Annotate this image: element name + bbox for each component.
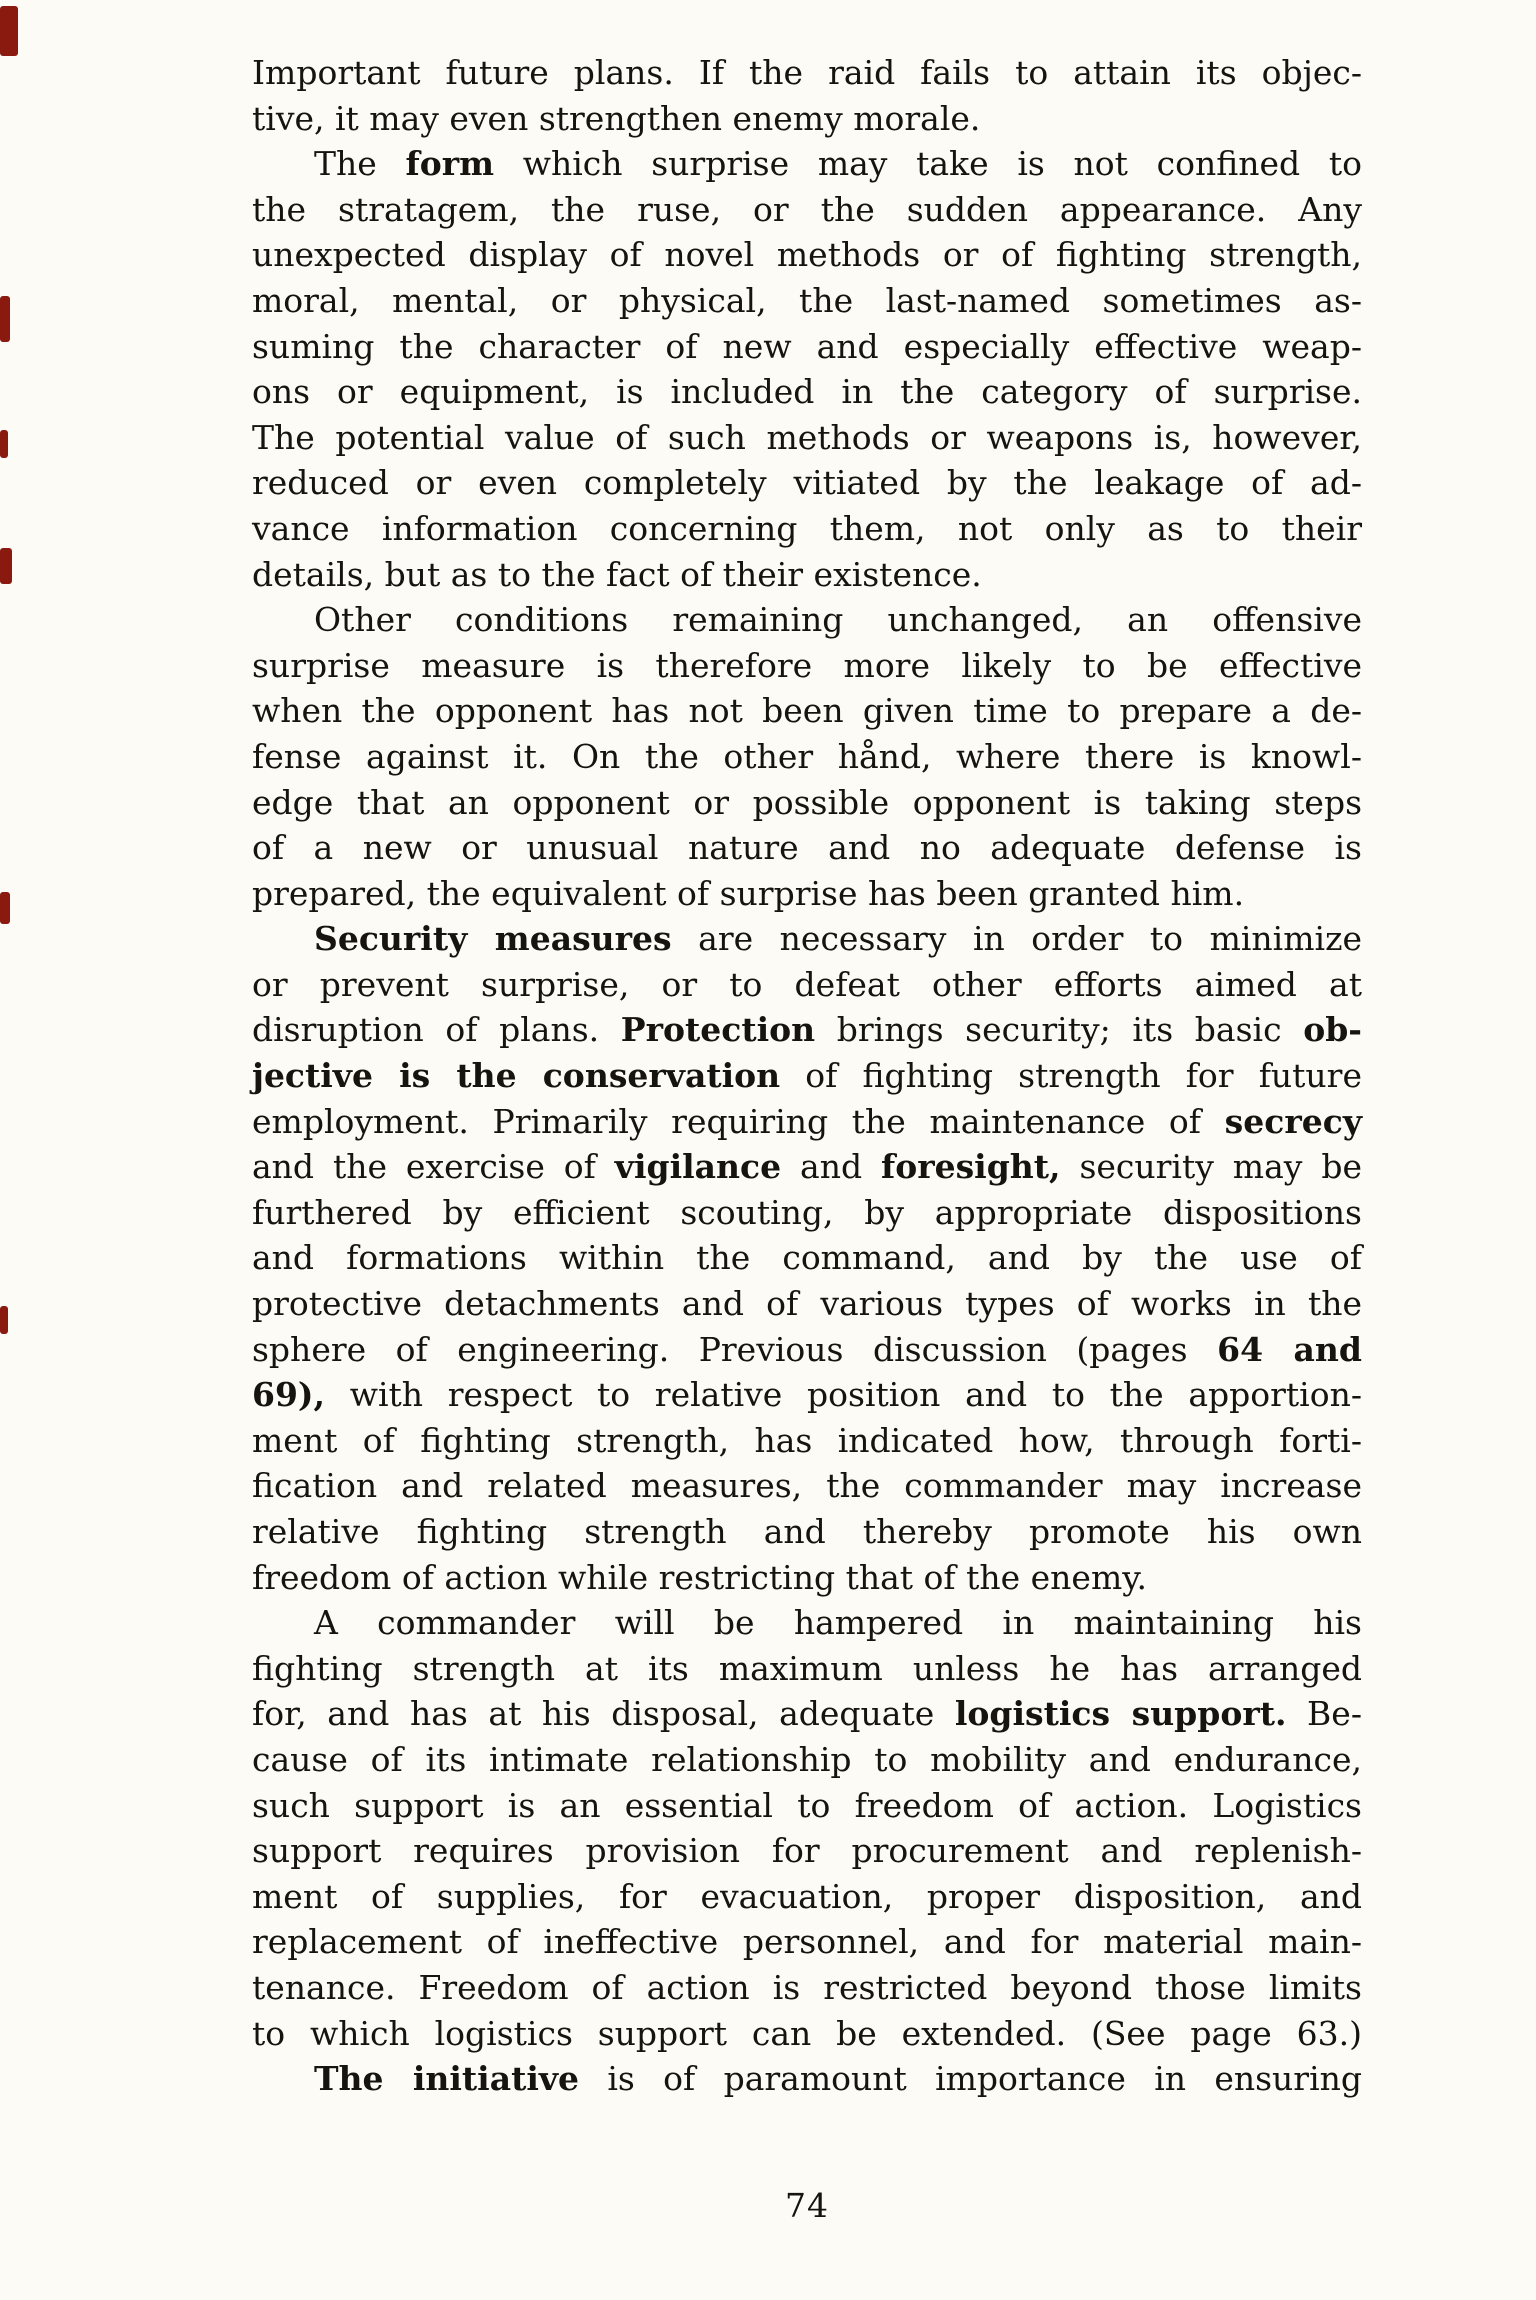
- text-line: [252, 825, 1362, 871]
- text-segment: with respect to relative position and to the apportion-: [325, 1375, 1362, 1415]
- text-line: [252, 1053, 1362, 1099]
- text-line: [252, 1099, 1362, 1145]
- bold-text-segment: ob-: [1303, 1010, 1362, 1050]
- page-number: 74: [785, 2186, 829, 2225]
- text-segment: replacement of ineffective personnel, and for material main-: [252, 1922, 1362, 1962]
- text-line: [252, 1144, 1362, 1190]
- text-segment: relative fighting strength and thereby promote his own: [252, 1512, 1362, 1551]
- text-segment: support requires provision for procurement and replenish-: [252, 1831, 1362, 1871]
- text-segment: fication and related measures, the commander may increase: [252, 1466, 1362, 1506]
- text-line: [252, 780, 1362, 826]
- text-segment: Be-: [1286, 1694, 1362, 1734]
- paragraph: [252, 597, 1362, 916]
- text-line: [252, 1919, 1362, 1965]
- text-line: [252, 1600, 1362, 1646]
- text-line: [252, 1874, 1362, 1920]
- text-line: [252, 2056, 1362, 2102]
- text-segment: disruption of plans.: [252, 1010, 621, 1050]
- text-line: [252, 460, 1362, 506]
- text-segment: security may be: [1060, 1147, 1362, 1187]
- text-line: [252, 643, 1362, 689]
- text-line: [252, 1007, 1362, 1053]
- text-line: [252, 415, 1362, 461]
- text-line: [252, 278, 1362, 324]
- text-segment: ment of fighting strength, has indicated how, through forti-: [252, 1420, 1362, 1460]
- text-segment: reduced or even completely vitiated by the leakage of ad-: [252, 463, 1362, 503]
- text-segment: fense against it. On the other hånd, where there is knowl-: [252, 736, 1362, 776]
- text-line: [252, 369, 1362, 415]
- bold-text-segment: foresight,: [881, 1147, 1061, 1187]
- paragraph: [252, 1600, 1362, 2056]
- text-segment: are necessary in order to minimize: [671, 919, 1362, 959]
- text-segment: fighting strength at its maximum unless he has arranged: [252, 1648, 1362, 1688]
- text-segment: A commander will be hampered in maintaining his: [314, 1603, 1362, 1643]
- text-line: [252, 871, 1362, 917]
- red-ink-mark: [0, 892, 10, 924]
- text-line: [252, 506, 1362, 552]
- text-line: [252, 1463, 1362, 1509]
- bold-text-segment: jective is the conservation: [252, 1056, 781, 1096]
- text-segment: sphere of engineering. Previous discussion (pages: [252, 1329, 1218, 1369]
- text-line: [252, 1783, 1362, 1829]
- text-segment: of fighting strength for future: [780, 1056, 1362, 1096]
- bold-text-segment: 64 and: [1217, 1329, 1362, 1369]
- text-segment: suming the character of new and especially effective weap-: [252, 326, 1362, 366]
- text-line: [252, 552, 1362, 598]
- bold-text-segment: Security measures: [314, 919, 672, 959]
- text-line: [252, 597, 1362, 643]
- red-ink-mark: [0, 1306, 8, 1334]
- text-line: [252, 1281, 1362, 1327]
- text-segment: cause of its intimate relationship to mobility and endurance,: [252, 1739, 1362, 1779]
- text-segment: Important future plans. If the raid fails to attain its objec-: [252, 53, 1362, 92]
- text-line: [252, 688, 1362, 734]
- text-segment: edge that an opponent or possible opponent is taking steps: [252, 782, 1362, 822]
- paragraph: [252, 141, 1362, 597]
- red-ink-mark: [0, 296, 10, 342]
- text-segment: ment of supplies, for evacuation, proper disposition, and: [252, 1876, 1362, 1916]
- text-segment: surprise measure is therefore more likely to be effective: [252, 645, 1362, 685]
- text-segment: brings security; its basic: [815, 1010, 1304, 1050]
- text-segment: ons or equipment, is included in the category of surprise.: [252, 372, 1362, 412]
- text-segment: to which logistics support can be extended. (See page 63.): [252, 2013, 1362, 2053]
- red-ink-mark: [0, 548, 12, 584]
- text-segment: prepared, the equivalent of surprise has been granted him.: [252, 873, 1245, 913]
- page-text-block: [252, 50, 1362, 2102]
- text-segment: details, but as to the fact of their existence.: [252, 554, 982, 594]
- text-line: [252, 141, 1362, 187]
- bold-text-segment: form: [405, 144, 495, 184]
- text-segment: tive, it may even strengthen enemy morale.: [252, 98, 981, 138]
- text-line: [252, 1190, 1362, 1236]
- text-line: [252, 1418, 1362, 1464]
- text-segment: such support is an essential to freedom of action. Logistics: [252, 1785, 1362, 1825]
- text-segment: or prevent surprise, or to defeat other efforts aimed at: [252, 964, 1362, 1004]
- text-segment: when the opponent has not been given time to prepare a de-: [252, 691, 1362, 731]
- text-line: [252, 1828, 1362, 1874]
- paragraph: [252, 916, 1362, 1600]
- text-line: [252, 1737, 1362, 1783]
- text-segment: freedom of action while restricting that of the enemy.: [252, 1557, 1147, 1597]
- red-ink-mark: [0, 430, 8, 458]
- paragraph: [252, 50, 1362, 141]
- text-line: [252, 734, 1362, 780]
- text-segment: which surprise may take is not confined to: [494, 144, 1362, 184]
- text-segment: vance information concerning them, not only as to their: [252, 508, 1362, 548]
- text-segment: of a new or unusual nature and no adequate defense is: [252, 828, 1362, 868]
- bold-text-segment: vigilance: [614, 1147, 782, 1187]
- text-line: [252, 1965, 1362, 2011]
- text-line: [252, 1327, 1362, 1373]
- red-ink-mark: [0, 6, 18, 56]
- text-segment: tenance. Freedom of action is restricted beyond those limits: [252, 1967, 1362, 2007]
- text-segment: is of paramount importance in ensuring: [579, 2059, 1362, 2099]
- text-segment: the stratagem, the ruse, or the sudden appearance. Any: [252, 189, 1362, 229]
- text-segment: and: [781, 1147, 882, 1187]
- text-segment: employment. Primarily requiring the maintenance of: [252, 1101, 1225, 1141]
- text-line: [252, 2011, 1362, 2057]
- text-line: [252, 962, 1362, 1008]
- text-segment: moral, mental, or physical, the last-named sometimes as-: [252, 280, 1362, 320]
- text-line: [252, 1691, 1362, 1737]
- text-segment: Other conditions remaining unchanged, an offensive: [314, 600, 1362, 640]
- text-segment: protective detachments and of various types of works in the: [252, 1284, 1362, 1324]
- text-line: [252, 1235, 1362, 1281]
- text-line: [252, 916, 1362, 962]
- text-line: [252, 96, 1362, 142]
- text-segment: unexpected display of novel methods or of fighting strength,: [252, 235, 1362, 275]
- bold-text-segment: logistics support.: [954, 1694, 1287, 1734]
- text-segment: for, and has at his disposal, adequate: [252, 1694, 955, 1734]
- bold-text-segment: Protection: [620, 1010, 816, 1050]
- bold-text-segment: The initiative: [314, 2059, 580, 2099]
- text-segment: The: [314, 144, 406, 184]
- text-line: [252, 187, 1362, 233]
- text-line: [252, 50, 1362, 96]
- text-line: [252, 1646, 1362, 1692]
- text-segment: furthered by efficient scouting, by appropriate dispositions: [252, 1192, 1362, 1232]
- bold-text-segment: 69),: [252, 1375, 326, 1415]
- bold-text-segment: secrecy: [1224, 1101, 1362, 1141]
- text-segment: and formations within the command, and by the use of: [252, 1238, 1362, 1278]
- paragraph: [252, 2056, 1362, 2102]
- text-line: [252, 324, 1362, 370]
- text-line: [252, 1372, 1362, 1418]
- text-segment: and the exercise of: [252, 1147, 615, 1187]
- text-line: [252, 232, 1362, 278]
- text-line: [252, 1509, 1362, 1555]
- text-line: [252, 1555, 1362, 1601]
- text-segment: The potential value of such methods or weapons is, however,: [252, 417, 1362, 457]
